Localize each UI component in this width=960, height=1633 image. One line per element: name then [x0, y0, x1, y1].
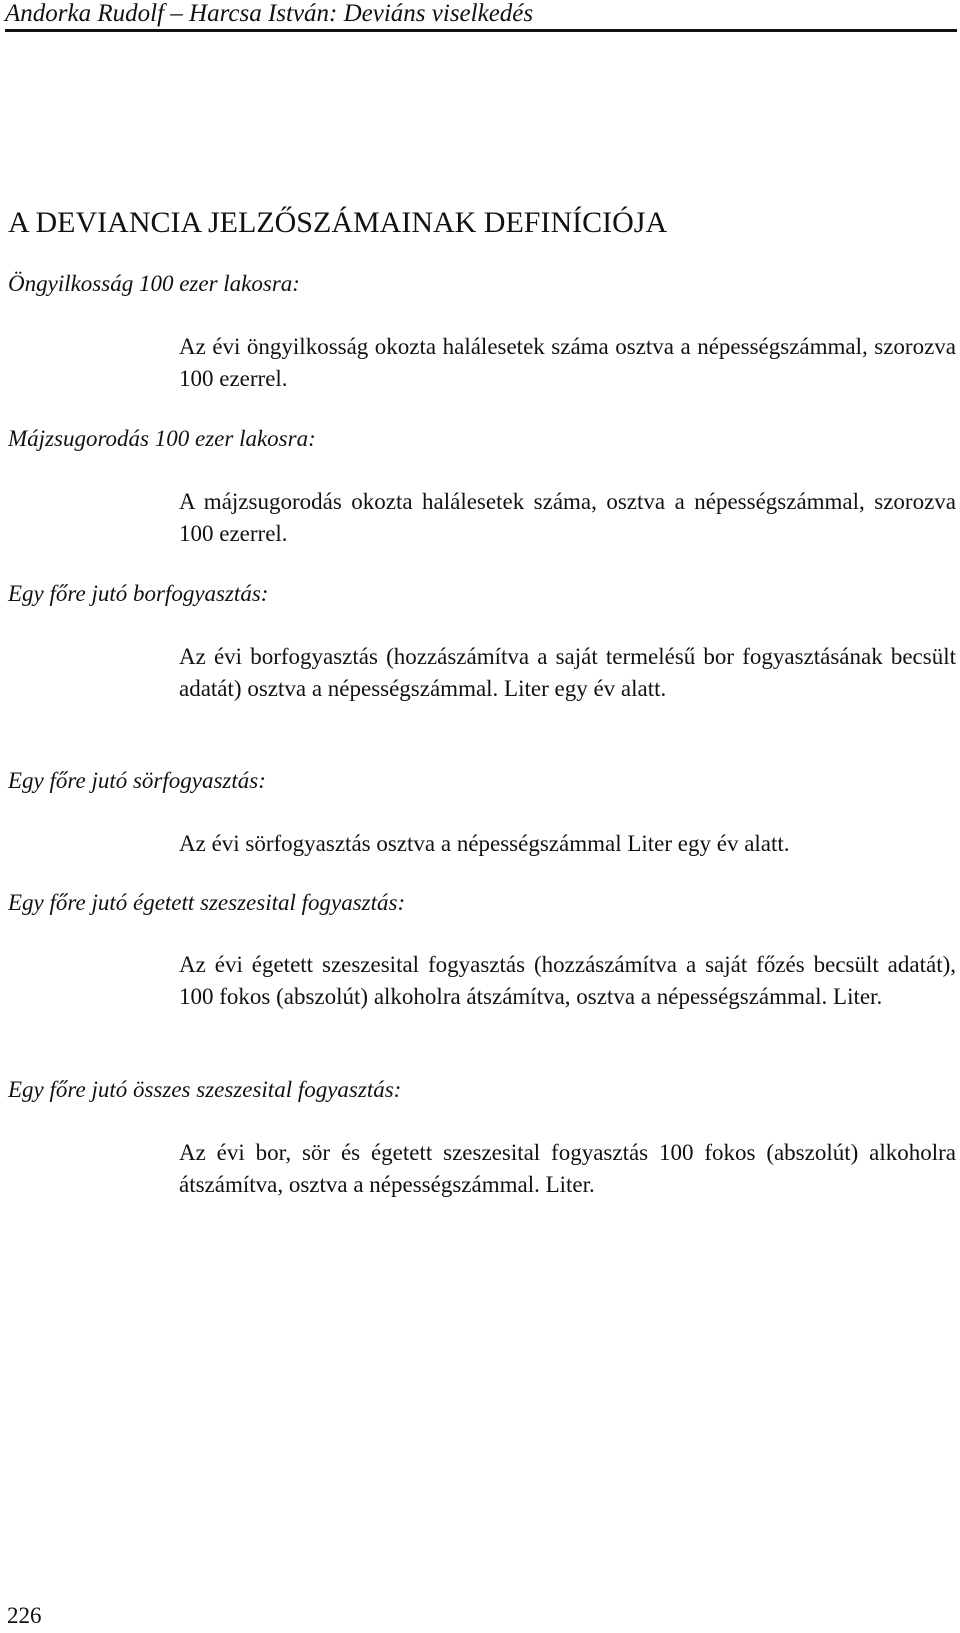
page-number: 226 [7, 1603, 42, 1628]
page-title: A DEVIANCIA JELZŐSZÁMAINAK DEFINÍCIÓJA [8, 206, 668, 239]
header-rule [5, 29, 957, 32]
term-suicide: Öngyilkosság 100 ezer lakosra: [8, 271, 300, 296]
running-header: Andorka Rudolf – Harcsa István: Deviáns viselkedés [5, 0, 534, 27]
definition-beer-consumption: Az évi sörfogyasztás osztva a népességszámmal Liter egy év alatt. [179, 831, 790, 856]
term-wine-consumption: Egy főre jutó borfogyasztás: [8, 581, 269, 606]
definition-spirits-consumption: Az évi égetett szeszesital fogyasztás (hozzászámítva a saját főzés becsült adatát), 100 fokos (abszolút) alkoholra átszámítva, osztva a népességszámmal. Liter. [179, 952, 956, 1009]
term-total-alcohol-consumption: Egy főre jutó összes szeszesital fogyasztás: [8, 1077, 402, 1102]
definition-suicide: Az évi öngyilkosság okozta halálesetek száma osztva a népességszámmal, szorozva 100 ezerrel. [179, 334, 956, 391]
term-liver-cirrhosis: Májzsugorodás 100 ezer lakosra: [8, 426, 316, 451]
definition-wine-consumption: Az évi borfogyasztás (hozzászámítva a saját termelésű bor fogyasztásának becsült adatát) osztva a népességszámmal. Liter egy év alatt. [179, 644, 956, 701]
term-beer-consumption: Egy főre jutó sörfogyasztás: [8, 768, 266, 793]
definition-liver-cirrhosis: A májzsugorodás okozta halálesetek száma, osztva a népességszámmal, szorozva 100 ezerrel. [179, 489, 956, 546]
term-spirits-consumption: Egy főre jutó égetett szeszesital fogyasztás: [8, 890, 406, 915]
definition-total-alcohol-consumption: Az évi bor, sör és égetett szeszesital fogyasztás 100 fokos (abszolút) alkoholra átszámítva, osztva a népességszámmal. Liter. [179, 1140, 956, 1197]
